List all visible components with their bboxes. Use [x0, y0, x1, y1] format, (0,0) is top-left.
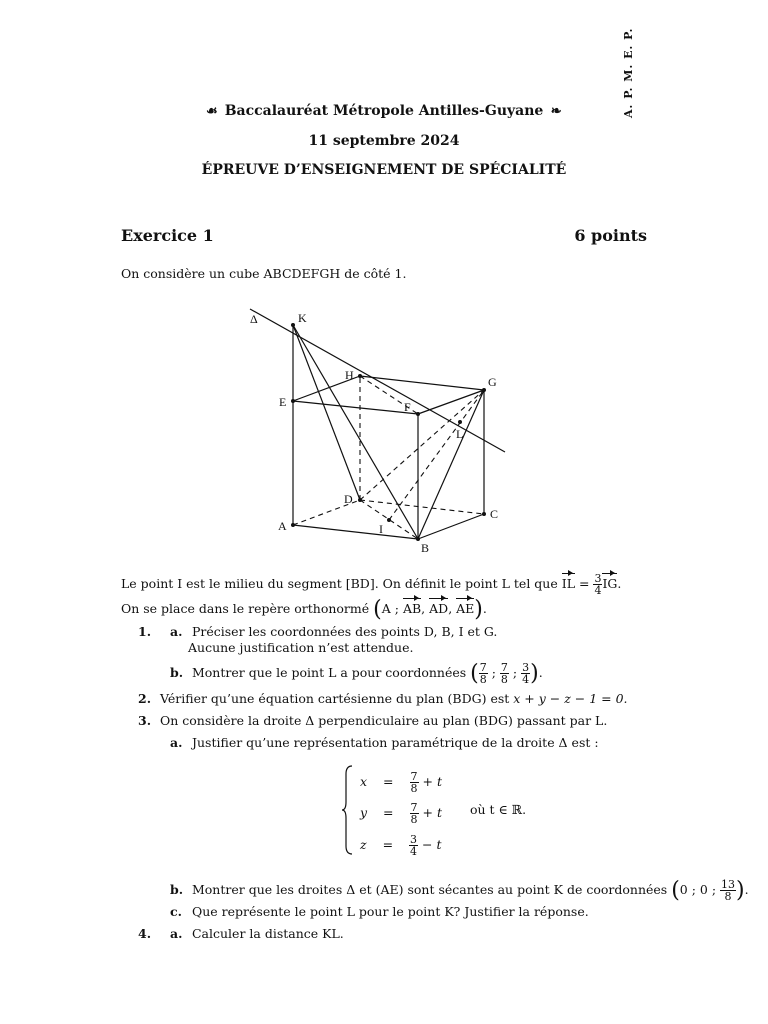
label-I: I [379, 522, 383, 536]
segment-KB [293, 325, 418, 539]
label-H: H [345, 368, 354, 382]
point-B [416, 537, 420, 541]
label-B: B [421, 541, 430, 555]
point-G [482, 388, 486, 392]
system-row-x: x = $\frac{7}{8}$ + t [360, 770, 442, 795]
point-C [482, 512, 486, 516]
point-L [458, 420, 462, 424]
edge-EF [293, 401, 418, 414]
label-delta: Δ [250, 312, 258, 326]
system-brace [340, 764, 354, 856]
vector-il: IL [561, 576, 575, 591]
label-C: C [490, 507, 499, 521]
edge-AB [293, 525, 418, 539]
point-K [291, 323, 295, 327]
cube-figure [240, 300, 530, 560]
exam-subtitle: ÉPREUVE D’ENSEIGNEMENT DE SPÉCIALITÉ [201, 162, 567, 178]
intro-text: On considère un cube ABCDEFGH de côté 1. [121, 266, 407, 281]
vector-ad: AD [429, 601, 449, 616]
line-delta [250, 309, 505, 452]
q1a-line-2: Aucune justification n’est attendue. [188, 640, 414, 655]
q3: 3. On considère la droite Δ perpendiculaire au plan (BDG) passant par L. [138, 713, 608, 728]
ornament-right-icon: ❧ [550, 104, 562, 119]
label-K: K [298, 311, 307, 325]
apmep-side-tag: A. P. M. E. P. [622, 27, 635, 118]
point-I [387, 518, 391, 522]
q4a: 4. a. Calculer la distance KL. [138, 926, 344, 941]
exam-title-text: Baccalauréat Métropole Antilles-Guyane [224, 103, 544, 119]
label-F: F [404, 400, 411, 414]
vector-ab: AB [402, 601, 422, 616]
point-F [416, 412, 420, 416]
system-row-y: y = $\frac{7}{8}$ + t [360, 801, 442, 826]
system-row-z: z = $\frac{3}{4}$ − t [360, 833, 442, 858]
exercise-title: Exercice 1 [121, 226, 214, 245]
point-H [358, 374, 362, 378]
ornament-left-icon: ☙ [206, 104, 218, 119]
label-E: E [279, 395, 287, 409]
segment-BG [418, 390, 484, 539]
edge-FG [418, 390, 484, 414]
label-L: L [456, 427, 464, 441]
label-G: G [488, 375, 497, 389]
exam-date: 11 septembre 2024 [308, 133, 460, 149]
label-A: A [278, 519, 287, 533]
statement-line-2: On se place dans le repère orthonormé (A ; AB, AD, AE). [121, 597, 487, 622]
q1b: b. Montrer que le point L a pour coordonnées ( $\frac{7}{8}$ ; $\frac{7}{8}$ ; $\frac{3}{4}$ ). [170, 661, 543, 686]
vector-ae: AE [456, 601, 475, 616]
exam-title [0, 103, 768, 119]
vector-ig: IG [602, 576, 618, 591]
q3b: b. Montrer que les droites Δ et (AE) sont sécantes au point K de coordonnées (0 ; 0 ; $\frac{13}{8}$ ). [170, 878, 749, 903]
point-E [291, 399, 295, 403]
q1a: 1. a. Préciser les coordonnées des points D, B, I et G. [138, 624, 498, 639]
label-D: D [344, 492, 353, 506]
system-domain: où t ∈ ℝ. [470, 802, 527, 817]
exercise-points: 6 points [574, 226, 647, 245]
segment-DG [360, 390, 484, 500]
statement-line-1: Le point I est le milieu du segment [BD]. On définit le point L tel que IL = $\frac{3}{4}$ IG. [121, 572, 622, 597]
point-A [291, 523, 295, 527]
q3c: c. Que représente le point L pour le point K? Justifier la réponse. [170, 904, 589, 919]
point-D [358, 498, 362, 502]
q3a: a. Justifier qu’une représentation paramétrique de la droite Δ est : [170, 735, 599, 750]
q2: 2. Vérifier qu’une équation cartésienne du plan (BDG) est x + y − z − 1 = 0. [138, 691, 628, 706]
